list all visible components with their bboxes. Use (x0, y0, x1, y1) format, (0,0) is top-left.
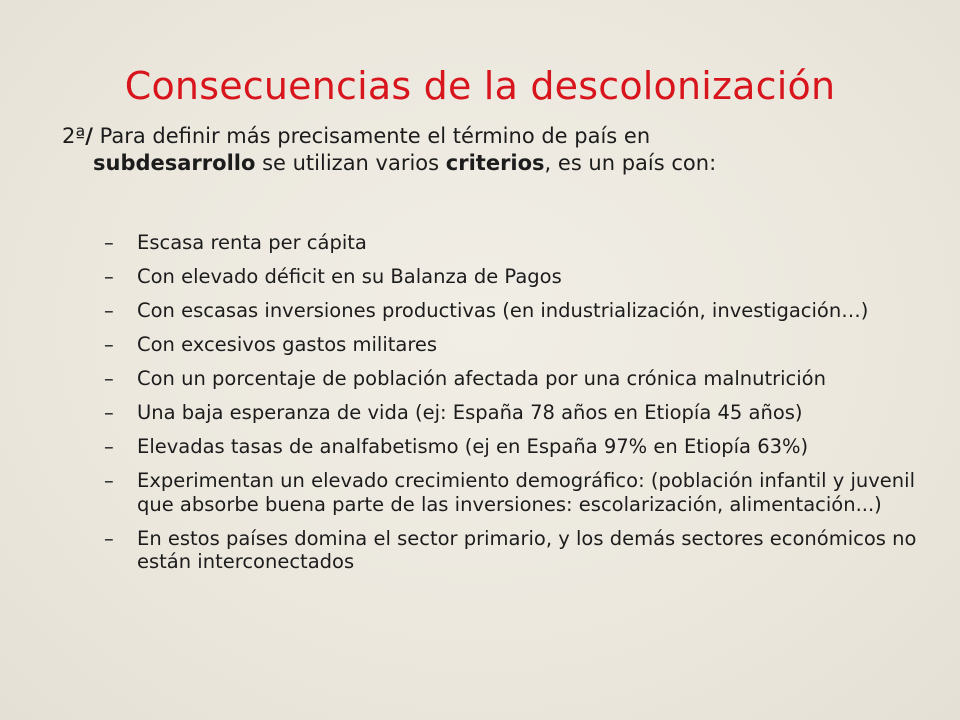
intro-text-2: se utilizan varios (255, 151, 446, 175)
list-item (104, 469, 944, 516)
dash-bullet: – (104, 469, 114, 492)
dash-bullet: – (104, 265, 114, 288)
dash-bullet: – (104, 333, 114, 356)
intro-bold-criterios: criterios (445, 151, 545, 175)
intro-number: 2ª (62, 124, 86, 148)
criterion-text: Experimentan un elevado crecimiento demográfico: (población infantil y juvenil que absorbe buena parte de las inversiones: escolarización, alimentación...) (137, 469, 916, 516)
dash-bullet: – (104, 367, 114, 390)
dash-bullet: – (104, 401, 114, 424)
list-item (104, 527, 944, 574)
intro-line-2 (62, 150, 892, 177)
intro-text-1: Para definir más precisamente el término de país en (92, 124, 651, 148)
list-item (104, 401, 944, 425)
dash-bullet: – (104, 435, 114, 458)
list-item (104, 265, 944, 289)
criterion-text: Con un porcentaje de población afectada por una crónica malnutrición (137, 367, 826, 390)
dash-bullet: – (104, 231, 114, 254)
list-item (104, 367, 944, 391)
criterion-text: Con elevado déficit en su Balanza de Pagos (137, 265, 562, 288)
criterion-text: Una baja esperanza de vida (ej: España 78 años en Etiopía 45 años) (137, 401, 803, 424)
dash-bullet: – (104, 526, 114, 550)
criterion-text: En estos países domina el sector primario, y los demás sectores económicos no están interconectados (137, 526, 917, 573)
criterion-text: Con escasas inversiones productivas (en industrialización, investigación…) (137, 299, 869, 322)
intro-bold-subdesarrollo: subdesarrollo (93, 151, 256, 175)
criteria-list (104, 231, 944, 584)
criterion-text: Elevadas tasas de analfabetismo (ej en España 97% en Etiopía 63%) (137, 435, 809, 458)
slide-title: Consecuencias de la descolonización (124, 64, 836, 108)
dash-bullet: – (104, 299, 114, 322)
list-item (104, 231, 944, 255)
intro-text-3: , es un país con: (544, 151, 717, 175)
list-item (104, 435, 944, 459)
intro-slash: / (85, 124, 93, 148)
intro-paragraph (62, 123, 892, 177)
criterion-text: Con excesivos gastos militares (137, 333, 438, 356)
criterion-text: Escasa renta per cápita (137, 231, 367, 254)
list-item (104, 299, 944, 323)
list-item (104, 333, 944, 357)
